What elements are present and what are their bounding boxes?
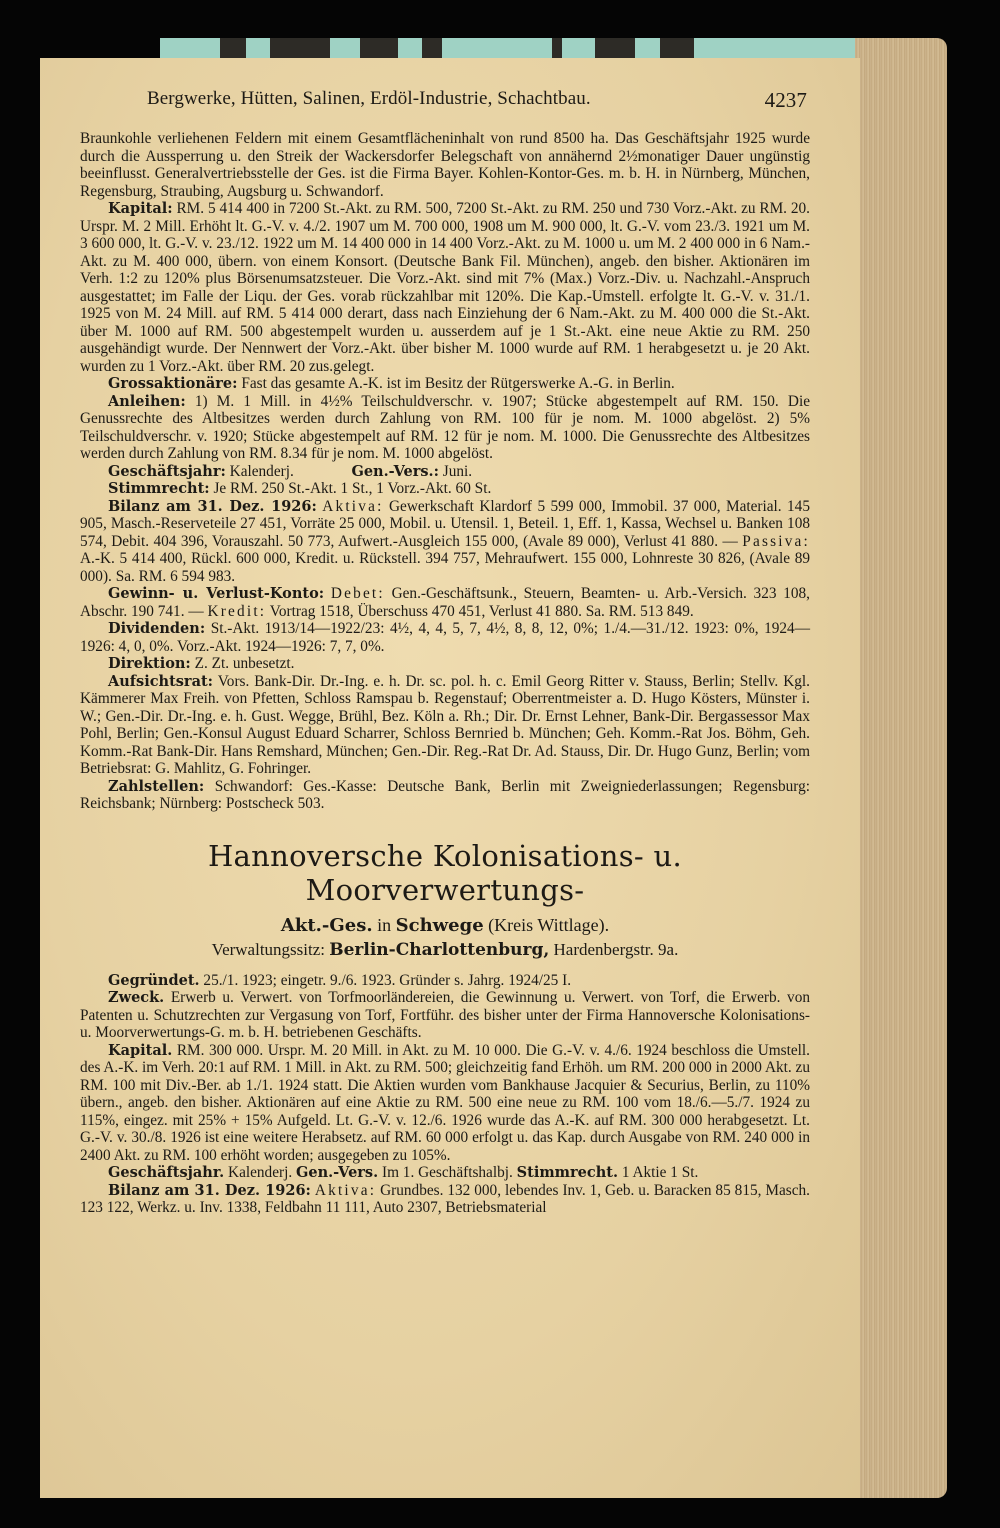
bilanz2-label: Bilanz am 31. Dez. 1926: xyxy=(108,1181,311,1199)
guv-debet-label: Debet: xyxy=(330,585,385,602)
gegruendet-entry xyxy=(80,972,810,990)
direktion-entry xyxy=(80,655,810,673)
company-subtitle xyxy=(80,913,810,938)
company-seat xyxy=(80,938,810,962)
zweck-text: Erwerb u. Verwert. von Torfmoorländereien, die Gewinnung u. Verwert. von Torf, die Erwerb. von Patenten u. Schutzrechten zur Vergasung von Torf, Fortführ. des bisher unter der Firma Hannoversche Kolonisations- u. Moorverwertungs-G. m. b. H. betriebenen Geschäfts. xyxy=(80,989,811,1041)
gen-vers2-text: Im 1. Geschäftshalbj. xyxy=(381,1164,513,1181)
zweck-label: Zweck. xyxy=(108,989,165,1006)
aufsichtsrat-text: Vors. Bank-Dir. Dr.-Ing. e. h. Dr. sc. pol. h. c. Emil Georg Ritter v. Stauss, Berlin; Stellv. Kgl. Kämmerer Max Freih. von Pfetten, Schloss Ramspau b. Regenstauf; Oberrentmeister a. D. Hugo Kösters, Münster i. W.; Gen.-Dir. Dr.-Ing. e. h. Gust. Wegge, Brühl, Bez. Köln a. Rh.; Dir. Dr. Ernst Lehner, Bank-Dir. Bergassessor Max Pohl, Berlin; Gen.-Konsul August Eduard Scharrer, Schloss Bernried b. München; Geh. Komm.-Rat Jos. Böhm, Geh. Komm.-Rat Bank-Dir. Hans Remshard, München; Gen.-Dir. Reg.-Rat Dr. Ad. Stauss, Dir. Dr. Hugo Gunz, Berlin; vom Betriebsrat: G. Mahlitz, G. Fohringer. xyxy=(80,672,810,777)
company-name: Hannoversche Kolonisations- u. Moorverwertungs- xyxy=(207,838,683,907)
bilanz-passiva-text: A.-K. 5 414 400, Rückl. 600 000, Kredit. u. Rückstell. 394 757, Mehraufwert. 155 000, Lohnreste 30 826, (Avale 89 000). Sa. RM. 6 594 983. xyxy=(80,550,810,585)
company-form: Akt.-Ges. xyxy=(280,914,373,936)
geschaeftsjahr2-text: Kalenderj. xyxy=(228,1164,293,1181)
book-page xyxy=(40,58,860,1498)
guv-debet-text: Gen.-Geschäftsunk., Steuern, Beamten- u. Arb.-Versich. 323 108, Abschr. 190 741. — xyxy=(80,585,810,620)
page-number: 4237 xyxy=(764,88,807,112)
seat-city: Berlin-Charlottenburg, xyxy=(329,939,550,960)
gegruendet-text: 25./1. 1923; eingetr. 9./6. 1923. Gründer s. Jahrg. 1924/25 I. xyxy=(203,971,572,989)
stimmrecht2-text: 1 Aktie 1 St. xyxy=(621,1164,699,1181)
gegruendet-label: Gegründet. xyxy=(108,971,200,989)
company-city: Schwege xyxy=(395,914,484,936)
dividenden-label: Dividenden: xyxy=(108,620,206,637)
text-column xyxy=(80,130,810,1217)
bilanz2-entry xyxy=(80,1182,810,1217)
geschaeftsjahr-label: Geschäftsjahr: xyxy=(108,462,226,480)
seat-street: Hardenbergstr. 9a. xyxy=(553,939,679,959)
kapital-entry xyxy=(80,200,810,375)
guv-kredit-label: Kredit: xyxy=(207,602,267,620)
zweck-entry xyxy=(80,989,810,1042)
stimmrecht-entry xyxy=(80,480,810,498)
guv-label: Gewinn- u. Verlust-Konto: xyxy=(108,585,325,602)
gen-vers-label: Gen.-Vers.: xyxy=(351,462,439,480)
kapital-label: Kapital: xyxy=(108,200,173,217)
dividenden-text: St.-Akt. 1913/14—1922/23: 4½, 4, 4, 5, 7, 4½, 8, 8, 12, 0%; 1./4.—31./12. 1923: 0%, 1924—1926: 4, 0, 0%. Vorz.-Akt. 1924—1926: 7, 7, 0%. xyxy=(80,620,811,655)
bilanz-aktiva-text: Gewerkschaft Klardorf 5 599 000, Immobil. 37 000, Material. 145 905, Masch.-Reserveteile 27 451, Vorräte 25 000, Mobil. u. Utensil. 1, Beteil. 1, Eff. 1, Kassa, Wechsel u. Banken 108 574, Debit. 404 396, Vorauszahl. 50 773, Aufwert.-Ausgleich 155 000, (Avale 89 000), Verlust 41 880. — xyxy=(80,497,810,550)
seat-label: Verwaltungssitz: xyxy=(211,939,325,959)
guv-entry xyxy=(80,585,810,620)
bilanz-label: Bilanz am 31. Dez. 1926: xyxy=(108,497,317,515)
company-in: in xyxy=(377,914,392,935)
bilanz2-aktiva-label: Aktiva: xyxy=(314,1181,377,1199)
guv-kredit-text: Vortrag 1518, Überschuss 470 451, Verlust 41 880. Sa. RM. 513 849. xyxy=(269,602,694,620)
bilanz-passiva-label: Passiva: xyxy=(742,532,810,550)
geschaeftsjahr2-entry xyxy=(80,1164,810,1182)
direktion-label: Direktion: xyxy=(108,655,191,672)
grossaktionaere-label: Grossaktionäre: xyxy=(108,375,238,392)
geschaeftsjahr-text: Kalenderj. xyxy=(229,462,294,480)
anleihen-entry xyxy=(80,393,810,463)
anleihen-text: 1) M. 1 Mill. in 4½% Teilschuldverschr. v. 1907; Stücke abgestempelt auf RM. 150. Die Genussrechte des Altbesitzes werden durch Zahlung von RM. 100 für je nom. M. 1000 abgelöst. 2) 5% Teilschuldverschr. v. 1920; Stücke abgestempelt auf RM. 12 für je nom. M. 1000. Die Genussrechte des Altbesitzes werden durch Zahlung von RM. 8.34 für je nom. M. 1000 abgelöst. xyxy=(80,392,810,462)
stimmrecht-label: Stimmrecht: xyxy=(108,480,210,497)
stimmrecht2-label: Stimmrecht. xyxy=(516,1164,619,1181)
aufsichtsrat-label: Aufsichtsrat: xyxy=(108,672,214,690)
aufsichtsrat-entry xyxy=(80,673,810,778)
bilanz-aktiva-label: Aktiva: xyxy=(322,497,384,515)
zahlstellen-text: Schwandorf: Ges.-Kasse: Deutsche Bank, Berlin mit Zweigniederlassungen; Regensburg: Reichsbank; Nürnberg: Postscheck 503. xyxy=(80,777,810,812)
gen-vers2-label: Gen.-Vers. xyxy=(295,1164,379,1181)
geschaeftsjahr-entry xyxy=(80,463,810,481)
bilanz2-aktiva-text: Grundbes. 132 000, lebendes Inv. 1, Geb. u. Baracken 85 815, Masch. 123 122, Werkz. u. Inv. 1338, Feldbahn 11 111, Auto 2307, Betriebsmaterial xyxy=(80,1181,810,1216)
company-district: (Kreis Wittlage). xyxy=(488,914,610,935)
kapital-text: RM. 5 414 400 in 7200 St.-Akt. zu RM. 500, 7200 St.-Akt. zu RM. 250 und 730 Vorz.-Akt. zu RM. 20. Urspr. M. 2 Mill. Erhöht lt. G.-V. v. 4./2. 1907 um M. 700 000, 1908 um M. 900 000, lt. G.-V. vom 23./3. 1921 um M. 3 600 000, lt. G.-V. v. 23./12. 1922 um M. 14 400 000 in 14 400 Vorz.-Akt. zu M. 1000 u. um M. 2 400 000 in 6 Nam.-Akt. zu M. 400 000, übern. von einem Konsort. (Deutsche Bank Fil. München), angeb. den bisher. Aktionären im Verh. 1:2 zu 120% plus Börsenumsatzsteuer. Die Vorz.-Akt. sind mit 7% (Max.) Vorz.-Div. u. Nachzahl.-Anspruch ausgestattet; im Falle der Liqu. der Ges. vorab rückzahlbar mit 120%. Die Kap.-Umstell. erfolgte lt. G.-V. v. 31./1. 1925 von M. 24 Mill. auf RM. 5 414 000 derart, dass nach Einziehung der 6 Nam.-Akt. zu M. 400 000 die St.-Akt. über M. 1000 auf RM. 500 abgestempelt wurden u. ausserdem auf je 1 St.-Akt. eine neue Aktie zu RM. 250 ausgehändigt wurde. Der Nennwert der Vorz.-Akt. über bisher M. 1000 wurde auf RM. 1 herabgesetzt u. je 20 Akt. wurden zu 1 Vorz.-Akt. über RM. 20 zus.gelegt. xyxy=(80,200,810,375)
kapital2-text: RM. 300 000. Urspr. M. 20 Mill. in Akt. zu M. 10 000. Die G.-V. v. 4./6. 1924 beschloss die Umstell. des A.-K. im Verh. 20:1 auf RM. 1 Mill. in Akt. zu RM. 500; gleichzeitig fand Erhöh. um RM. 200 000 in 2000 Akt. zu RM. 100 mit Div.-Ber. ab 1./1. 1924 statt. Die Aktien wurden vom Bankhause Jacquier & Securius, Berlin, zu 110% übern., angeb. den bisher. Aktionären auf eine Aktie zu RM. 500 eine neue zu RM. 100 vom 18./6.—5./7. 1924 zu 115%, eingez. mit 25% + 15% Aufgeld. Lt. G.-V. v. 12./6. 1926 wurde das A.-K. auf RM. 300 000 herabgesetzt. Lt. G.-V. v. 30./8. 1926 ist eine weitere Herabsetz. auf RM. 60 000 erfolgt u. das Kap. durch Ausgabe von RM. 240 000 in 2400 Akt. zu RM. 100 erhöht worden; ausgegeben zu 105%. xyxy=(80,1041,810,1164)
anleihen-label: Anleihen: xyxy=(108,392,186,410)
stimmrecht-text: Je RM. 250 St.-Akt. 1 St., 1 Vorz.-Akt. 60 St. xyxy=(213,480,492,497)
direktion-text: Z. Zt. unbesetzt. xyxy=(194,655,295,672)
kapital2-entry xyxy=(80,1042,810,1165)
geschaeftsjahr2-label: Geschäftsjahr. xyxy=(108,1164,225,1181)
intro-paragraph: Braunkohle verliehenen Feldern mit einem Gesamtflächeninhalt von rund 8500 ha. Das Geschäftsjahr 1925 wurde durch die Aussperrung u. den Streik der Wackersdorfer Belegschaft von annähernd 2½monatiger Dauer ungünstig beeinflusst. Generalvertriebsstelle der Ges. ist die Firma Bayer. Kohlen-Kontor-Ges. m. b. H. in Nürnberg, München, Regensburg, Straubing, Augsburg u. Schwandorf. xyxy=(80,130,810,200)
gen-vers-text: Juni. xyxy=(442,462,473,480)
bilanz-entry xyxy=(80,498,810,586)
kapital2-label: Kapital. xyxy=(108,1041,173,1059)
zahlstellen-label: Zahlstellen: xyxy=(108,777,205,795)
page-stack-edge xyxy=(855,38,947,1498)
running-head-title: Bergwerke, Hütten, Salinen, Erdöl-Industrie, Schachtbau. xyxy=(147,88,591,109)
company-heading xyxy=(80,839,810,962)
grossaktionaere-text: Fast das gesamte A.-K. ist im Besitz der Rütgerswerke A.-G. in Berlin. xyxy=(241,375,675,392)
dividenden-entry xyxy=(80,620,810,655)
zahlstellen-entry xyxy=(80,778,810,813)
grossaktionaere-entry xyxy=(80,375,810,393)
